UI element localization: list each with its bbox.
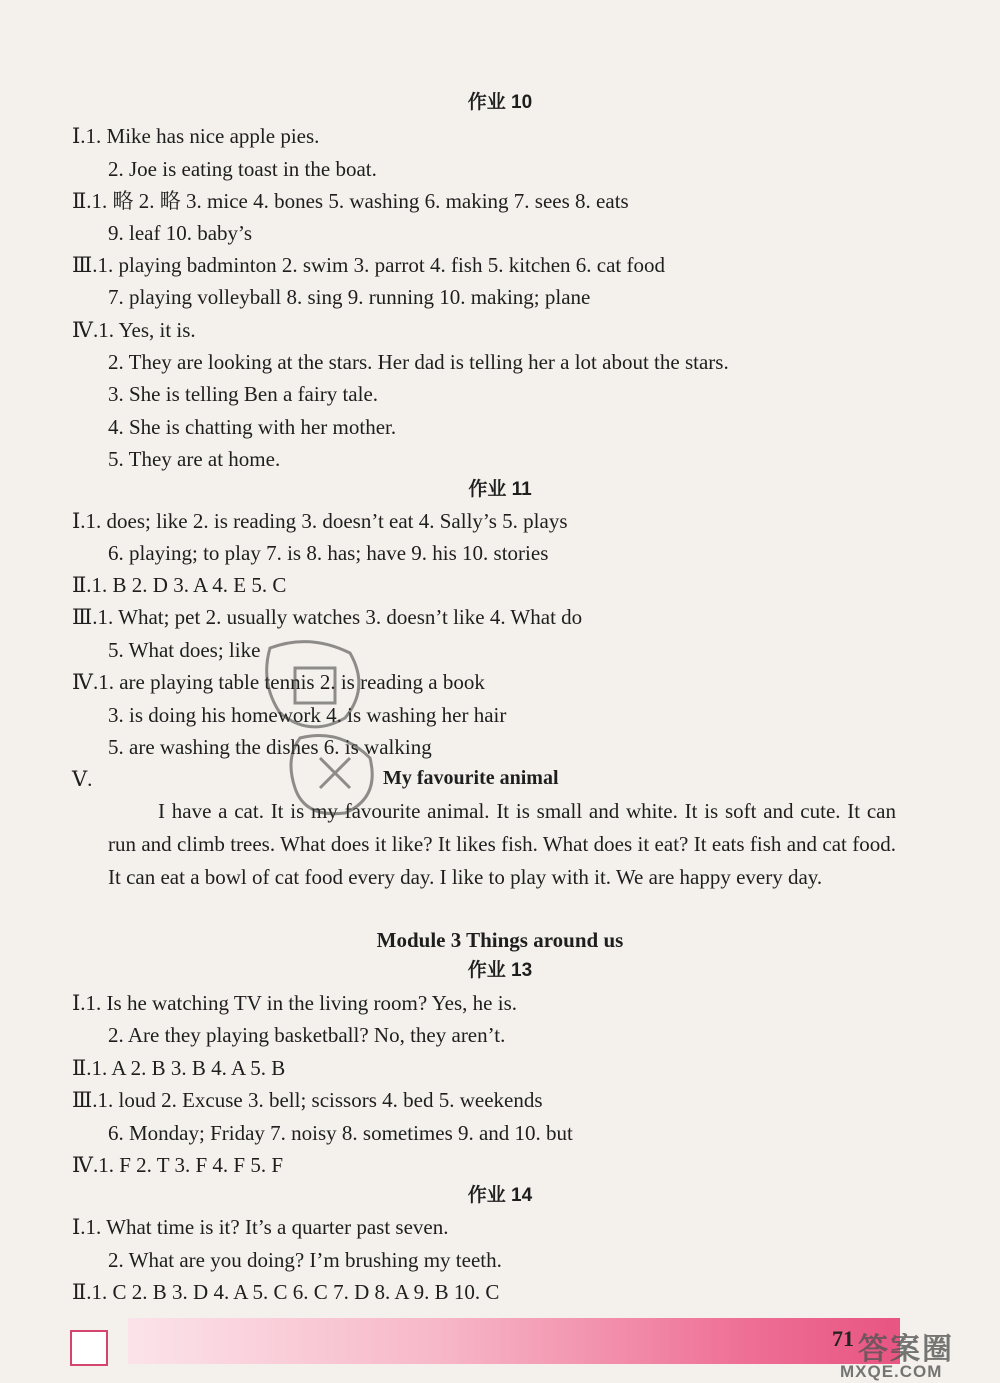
watermark-url: MXQE.COM bbox=[840, 1362, 943, 1381]
essay-paragraph: I have a cat. It is my favourite animal. It is small and white. It is soft and cute. It can run and climb trees. What does it like? It likes fish. What does it eat? It eats fish and cat food. It can eat a bowl of cat food every day. I like to play with it. We are happy every day. bbox=[108, 799, 896, 889]
hw11-iv2: 3. is doing his homework 4. is washing her hair bbox=[108, 703, 507, 727]
hw10-i1: Ⅰ.1. Mike has nice apple pies. bbox=[72, 124, 320, 148]
hw10-ii1: Ⅱ.1. 略 2. 略 3. mice 4. bones 5. washing 6. making 7. sees 8. eats bbox=[72, 189, 629, 213]
essay-title: My favourite animal bbox=[383, 767, 559, 789]
page-number: 71 bbox=[832, 1326, 854, 1351]
hw11-ii1: Ⅱ.1. B 2. D 3. A 4. E 5. C bbox=[72, 573, 287, 597]
hw11-iii2: 5. What does; like bbox=[108, 638, 261, 662]
hw10-iii1: Ⅲ.1. playing badminton 2. swim 3. parrot 4. fish 5. kitchen 6. cat food bbox=[72, 253, 665, 277]
hw11-iii1: Ⅲ.1. What; pet 2. usually watches 3. doesn’t like 4. What do bbox=[72, 605, 583, 629]
hw11-iv1: Ⅳ.1. are playing table tennis 2. is reading a book bbox=[72, 670, 485, 694]
hw13-i2: 2. Are they playing basketball? No, they aren’t. bbox=[108, 1023, 506, 1047]
hw10-iv5: 5. They are at home. bbox=[108, 447, 281, 471]
hw11-iv3: 5. are washing the dishes 6. is walking bbox=[108, 735, 432, 759]
hw10-iii2: 7. playing volleyball 8. sing 9. running 10. making; plane bbox=[108, 285, 591, 309]
hw13-ii1: Ⅱ.1. A 2. B 3. B 4. A 5. B bbox=[72, 1056, 286, 1080]
footer-band bbox=[128, 1318, 900, 1364]
hw10-iv4: 4. She is chatting with her mother. bbox=[108, 415, 397, 439]
hw14-i2: 2. What are you doing? I’m brushing my teeth. bbox=[108, 1248, 502, 1272]
hw13-iii2: 6. Monday; Friday 7. noisy 8. sometimes 9. and 10. but bbox=[108, 1121, 573, 1145]
footer-box-icon bbox=[70, 1330, 108, 1366]
hw10-i2: 2. Joe is eating toast in the boat. bbox=[108, 157, 377, 181]
hw13-iv1: Ⅳ.1. F 2. T 3. F 4. F 5. F bbox=[72, 1153, 284, 1177]
hw10-iv2: 2. They are looking at the stars. Her dad is telling her a lot about the stars. bbox=[108, 350, 729, 374]
hw10-iv3: 3. She is telling Ben a fairy tale. bbox=[108, 382, 379, 406]
watermark bbox=[830, 1330, 990, 1380]
hw13-i1: Ⅰ.1. Is he watching TV in the living room? Yes, he is. bbox=[72, 991, 517, 1015]
heading-hw10: 作业 10 bbox=[467, 92, 533, 113]
stamp-mark-icon bbox=[250, 628, 400, 828]
hw11-i2: 6. playing; to play 7. is 8. has; have 9. his 10. stories bbox=[108, 541, 549, 565]
heading-module3: Module 3 Things around us bbox=[376, 928, 624, 952]
hw10-iv1: Ⅳ.1. Yes, it is. bbox=[72, 318, 196, 342]
heading-hw11: 作业 11 bbox=[468, 479, 532, 500]
hw14-ii1: Ⅱ.1. C 2. B 3. D 4. A 5. C 6. C 7. D 8. A 9. B 10. C bbox=[72, 1280, 500, 1304]
heading-hw13: 作业 13 bbox=[467, 960, 533, 981]
hw13-iii1: Ⅲ.1. loud 2. Excuse 3. bell; scissors 4. bed 5. weekends bbox=[72, 1088, 543, 1112]
watermark-logo-text: 答案圈 bbox=[858, 1333, 954, 1366]
heading-hw14: 作业 14 bbox=[467, 1185, 533, 1206]
hw11-i1: Ⅰ.1. does; like 2. is reading 3. doesn’t eat 4. Sally’s 5. plays bbox=[72, 509, 568, 533]
hw14-i1: Ⅰ.1. What time is it? It’s a quarter past seven. bbox=[72, 1215, 449, 1239]
hw11-v-label: Ⅴ. bbox=[72, 767, 93, 791]
hw10-ii2: 9. leaf 10. baby’s bbox=[108, 221, 253, 245]
